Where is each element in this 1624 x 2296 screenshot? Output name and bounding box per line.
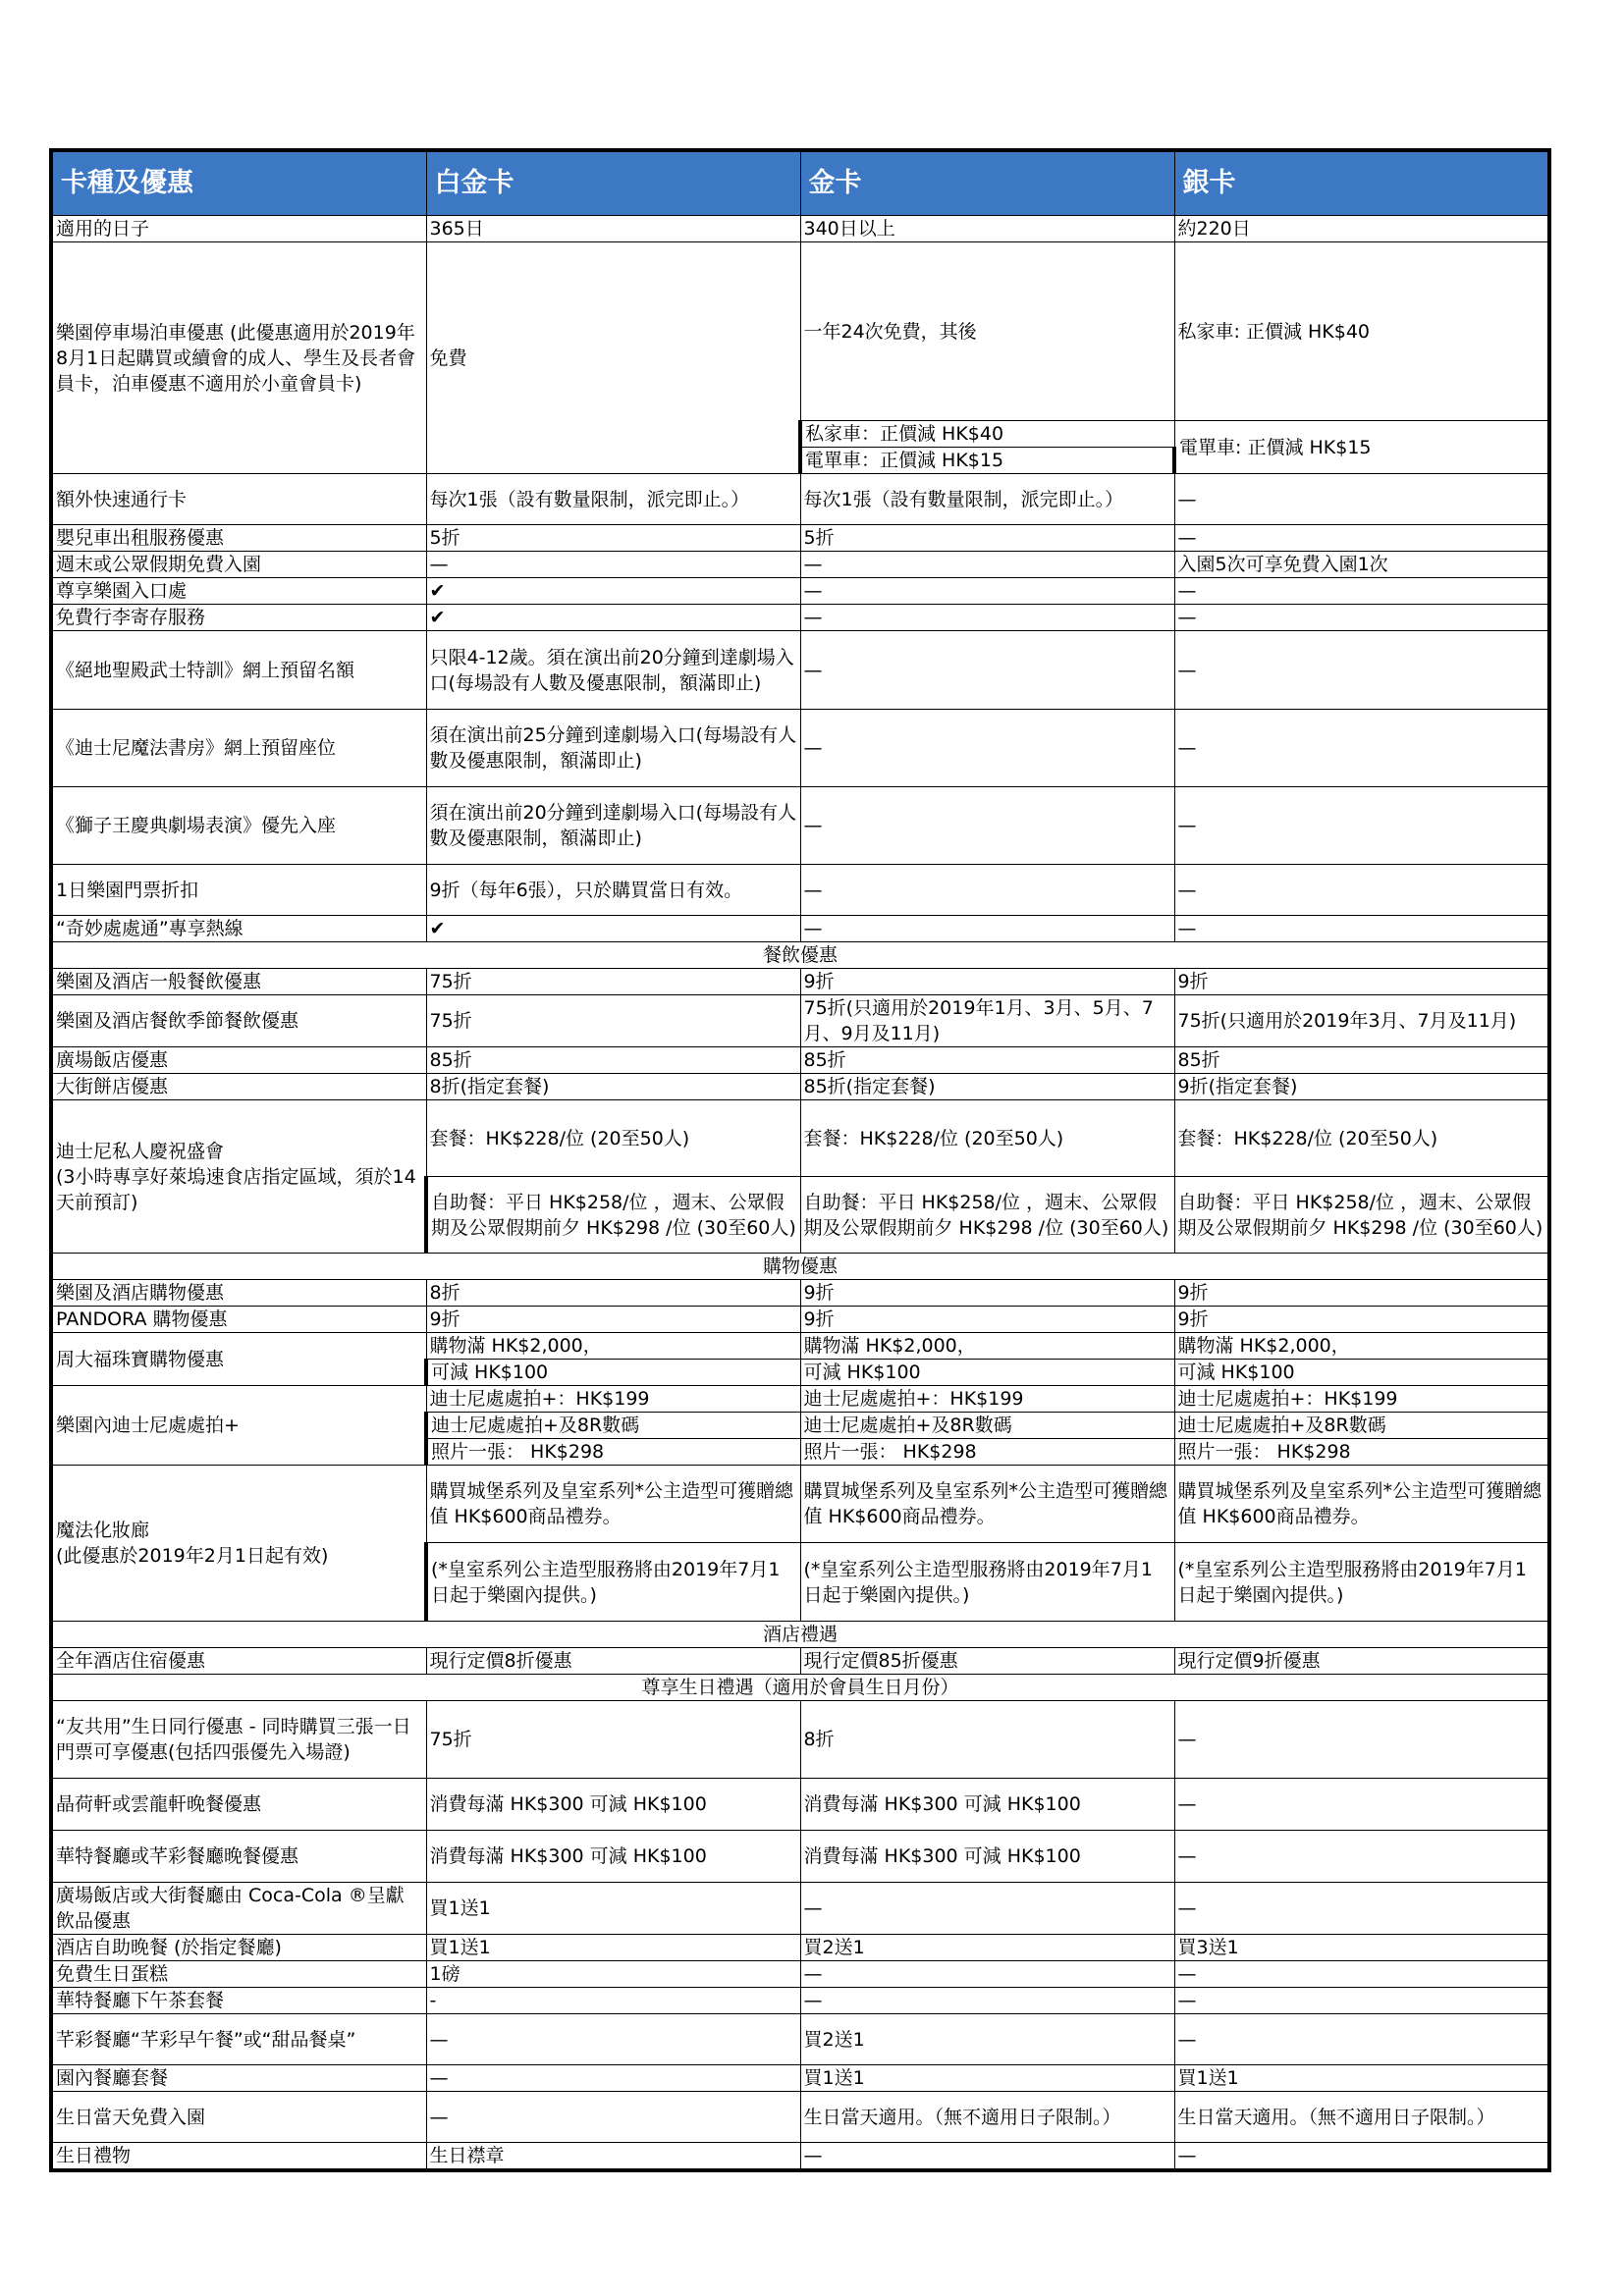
section-title: 酒店禮遇 (51, 1622, 1549, 1648)
table-row (51, 1074, 1549, 1100)
cell-platinum: 消費每滿 HK$300 可減 HK$100 (426, 1831, 800, 1883)
cell-silver: 9折 (1174, 1307, 1549, 1333)
cell-gold: 8折 (800, 1701, 1174, 1779)
table-row (51, 2143, 1549, 2171)
row-label: “友共用”生日同行優惠 - 同時購買三張一日門票可享優惠(包括四張優先入場證) (51, 1701, 426, 1779)
table-row (51, 552, 1549, 578)
cell-silver: (*皇室系列公主造型服務將由2019年7月1日起于樂園內提供。) (1174, 1543, 1549, 1622)
cell-silver: — (1174, 1779, 1549, 1831)
table-row (51, 2014, 1549, 2065)
table-header-row (51, 150, 1549, 216)
table-row (51, 525, 1549, 552)
row-label: 額外快速通行卡 (51, 474, 426, 525)
table-row (51, 605, 1549, 631)
row-label: “奇妙處處通”專享熱線 (51, 916, 426, 942)
party-label-title: 迪士尼私人慶祝盛會 (56, 1140, 225, 1162)
section-title: 餐飲優惠 (51, 942, 1549, 969)
cell-gold: 迪士尼處處拍+及8R數碼 (800, 1413, 1174, 1439)
cell-silver: — (1174, 787, 1549, 865)
cell-silver: 生日當天適用。（無不適用日子限制。） (1174, 2092, 1549, 2143)
row-label: 酒店自助晚餐 (於指定餐廳) (51, 1935, 426, 1961)
table-row (51, 631, 1549, 710)
cell-gold: 生日當天適用。（無不適用日子限制。） (800, 2092, 1174, 2143)
row-label: PANDORA 購物優惠 (51, 1307, 426, 1333)
cell-gold: 購買城堡系列及皇室系列*公主造型可獲贈總值 HK$600商品禮券。 (800, 1466, 1174, 1543)
section-row-dining (51, 942, 1549, 969)
cell-platinum: 自助餐：平日 HK$258/位 ，週末、公眾假期及公眾假期前夕 HK$298 /位 (30至60人) (426, 1177, 800, 1254)
cell-platinum: 可減 HK$100 (426, 1360, 800, 1386)
cell-silver: 套餐：HK$228/位 (20至50人) (1174, 1100, 1549, 1177)
cell-platinum: 須在演出前25分鐘到達劇場入口(每場設有人數及優惠限制，額滿即止) (426, 710, 800, 787)
row-label: 1日樂園門票折扣 (51, 865, 426, 916)
cell-platinum: 只限4-12歲。須在演出前20分鐘到達劇場入口(每場設有人數及優惠限制，額滿即止) (426, 631, 800, 710)
cell-platinum: 1磅 (426, 1961, 800, 1988)
section-row-shopping (51, 1254, 1549, 1280)
cell-gold: 消費每滿 HK$300 可減 HK$100 (800, 1779, 1174, 1831)
cell-platinum: (*皇室系列公主造型服務將由2019年7月1日起于樂園內提供。) (426, 1543, 800, 1622)
cell-platinum: 迪士尼處處拍+及8R數碼 (426, 1413, 800, 1439)
section-row-hotel (51, 1622, 1549, 1648)
cell-gold: — (800, 2143, 1174, 2171)
row-label: 適用的日子 (51, 216, 426, 242)
cell-platinum: 9折 (426, 1307, 800, 1333)
cell-silver: — (1174, 1961, 1549, 1988)
card-benefits-table (49, 148, 1551, 2172)
row-label: 免費生日蛋糕 (51, 1961, 426, 1988)
cell-platinum: — (426, 552, 800, 578)
table-row (51, 1779, 1549, 1831)
cell-gold: 買2送1 (800, 2014, 1174, 2065)
row-label: 樂園及酒店一般餐飲優惠 (51, 969, 426, 995)
table-row (51, 1100, 1549, 1177)
cell-platinum: ✔ (426, 916, 800, 942)
cell-silver: 現行定價9折優惠 (1174, 1648, 1549, 1675)
boutique-label-title: 魔法化妝廊 (56, 1520, 150, 1541)
cell-platinum: 每次1張（設有數量限制，派完即止。） (426, 474, 800, 525)
cell-platinum: - (426, 1988, 800, 2014)
table-row (51, 242, 1549, 421)
cell-silver: — (1174, 865, 1549, 916)
cell-platinum: 購買城堡系列及皇室系列*公主造型可獲贈總值 HK$600商品禮券。 (426, 1466, 800, 1543)
row-label: 樂園及酒店購物優惠 (51, 1280, 426, 1307)
cell-gold: 85折(指定套餐) (800, 1074, 1174, 1100)
cell-silver: — (1174, 916, 1549, 942)
row-label: 廣場飯店優惠 (51, 1047, 426, 1074)
row-label (51, 1466, 426, 1622)
cell-gold: — (800, 1988, 1174, 2014)
cell-platinum: 8折(指定套餐) (426, 1074, 800, 1100)
cell-gold: — (800, 1883, 1174, 1935)
cell-silver: 購物滿 HK$2,000， (1174, 1333, 1549, 1360)
cell-silver: 可減 HK$100 (1174, 1360, 1549, 1386)
cell-platinum: 8折 (426, 1280, 800, 1307)
cell-gold: 套餐：HK$228/位 (20至50人) (800, 1100, 1174, 1177)
section-title: 購物優惠 (51, 1254, 1549, 1280)
cell-silver: 照片一張： HK$298 (1174, 1439, 1549, 1466)
cell-silver: — (1174, 2014, 1549, 2065)
cell-gold: — (800, 1961, 1174, 1988)
cell-platinum: 套餐：HK$228/位 (20至50人) (426, 1100, 800, 1177)
table-row (51, 474, 1549, 525)
cell-silver: 私家車: 正價減 HK$40 (1174, 242, 1549, 421)
table-row (51, 1386, 1549, 1413)
cell-platinum: ✔ (426, 578, 800, 605)
row-label: 生日當天免費入園 (51, 2092, 426, 2143)
cell-silver: — (1174, 631, 1549, 710)
row-label: 樂園及酒店餐飲季節餐飲優惠 (51, 995, 426, 1047)
cell-silver: — (1174, 710, 1549, 787)
cell-silver: 買3送1 (1174, 1935, 1549, 1961)
cell-gold: 9折 (800, 969, 1174, 995)
cell-platinum: 買1送1 (426, 1883, 800, 1935)
row-label: 園內餐廳套餐 (51, 2065, 426, 2092)
cell-silver: 迪士尼處處拍+：HK$199 (1174, 1386, 1549, 1413)
table-row (51, 969, 1549, 995)
cell-gold: 私家車：正價減 HK$40 (800, 421, 1174, 448)
cell-platinum: — (426, 2014, 800, 2065)
cell-platinum: 85折 (426, 1047, 800, 1074)
table-row (51, 1280, 1549, 1307)
cell-silver: 電單車: 正價減 HK$15 (1174, 421, 1549, 474)
cell-platinum: 生日襟章 (426, 2143, 800, 2171)
cell-gold: 迪士尼處處拍+：HK$199 (800, 1386, 1174, 1413)
row-label: 週末或公眾假期免費入園 (51, 552, 426, 578)
cell-gold: — (800, 578, 1174, 605)
row-label: 樂園內迪士尼處處拍+ (51, 1386, 426, 1466)
cell-gold: 9折 (800, 1280, 1174, 1307)
table-row (51, 1307, 1549, 1333)
row-label: 華特餐廳或芊彩餐廳晚餐優惠 (51, 1831, 426, 1883)
cell-gold: 9折 (800, 1307, 1174, 1333)
cell-silver: — (1174, 1701, 1549, 1779)
table-row (51, 710, 1549, 787)
row-label: 尊享樂園入口處 (51, 578, 426, 605)
table-row (51, 916, 1549, 942)
row-label: 《獅子王慶典劇場表演》優先入座 (51, 787, 426, 865)
cell-gold: 電單車：正價減 HK$15 (800, 448, 1174, 474)
row-label: 嬰兒車出租服務優惠 (51, 525, 426, 552)
table-row (51, 787, 1549, 865)
table-row (51, 995, 1549, 1047)
cell-gold: 消費每滿 HK$300 可減 HK$100 (800, 1831, 1174, 1883)
cell-platinum: 5折 (426, 525, 800, 552)
row-label: 周大福珠寶購物優惠 (51, 1333, 426, 1386)
cell-silver: 迪士尼處處拍+及8R數碼 (1174, 1413, 1549, 1439)
row-label: 生日禮物 (51, 2143, 426, 2171)
cell-platinum: — (426, 2065, 800, 2092)
cell-silver: — (1174, 605, 1549, 631)
header-card-type: 卡種及優惠 (51, 150, 426, 216)
cell-silver: 購買城堡系列及皇室系列*公主造型可獲贈總值 HK$600商品禮券。 (1174, 1466, 1549, 1543)
cell-silver: — (1174, 2143, 1549, 2171)
cell-silver: — (1174, 474, 1549, 525)
cell-gold: 購物滿 HK$2,000， (800, 1333, 1174, 1360)
cell-platinum: — (426, 2092, 800, 2143)
cell-silver: 9折(指定套餐) (1174, 1074, 1549, 1100)
cell-gold: 現行定價85折優惠 (800, 1648, 1174, 1675)
cell-gold: 自助餐：平日 HK$258/位 ，週末、公眾假期及公眾假期前夕 HK$298 /位 (30至60人) (800, 1177, 1174, 1254)
cell-gold: 每次1張（設有數量限制，派完即止。） (800, 474, 1174, 525)
row-label: 晶荷軒或雲龍軒晚餐優惠 (51, 1779, 426, 1831)
cell-platinum: 75折 (426, 995, 800, 1047)
table-row (51, 1961, 1549, 1988)
cell-platinum: 9折（每年6張），只於購買當日有效。 (426, 865, 800, 916)
cell-platinum: 免費 (426, 242, 800, 474)
header-silver: 銀卡 (1174, 150, 1549, 216)
table-row (51, 1333, 1549, 1360)
cell-silver: 約220日 (1174, 216, 1549, 242)
cell-platinum: 購物滿 HK$2,000， (426, 1333, 800, 1360)
section-row-birthday (51, 1675, 1549, 1701)
table-row (51, 1701, 1549, 1779)
table-row (51, 216, 1549, 242)
cell-gold: — (800, 916, 1174, 942)
cell-silver: 9折 (1174, 1280, 1549, 1307)
cell-gold: 一年24次免費，其後 (800, 242, 1174, 421)
row-label: 廣場飯店或大街餐廳由 Coca-Cola ®呈獻飲品優惠 (51, 1883, 426, 1935)
cell-silver: 9折 (1174, 969, 1549, 995)
row-label: 華特餐廳下午茶套餐 (51, 1988, 426, 2014)
table-row (51, 2092, 1549, 2143)
table-row (51, 1988, 1549, 2014)
cell-silver: — (1174, 1988, 1549, 2014)
row-label: 全年酒店住宿優惠 (51, 1648, 426, 1675)
cell-platinum: 照片一張： HK$298 (426, 1439, 800, 1466)
row-label: 《絕地聖殿武士特訓》網上預留名額 (51, 631, 426, 710)
table-row (51, 1466, 1549, 1543)
cell-silver: 買1送1 (1174, 2065, 1549, 2092)
table-row (51, 1648, 1549, 1675)
cell-gold: — (800, 787, 1174, 865)
cell-silver: 85折 (1174, 1047, 1549, 1074)
cell-gold: — (800, 710, 1174, 787)
cell-platinum: 迪士尼處處拍+：HK$199 (426, 1386, 800, 1413)
cell-gold: (*皇室系列公主造型服務將由2019年7月1日起于樂園內提供。) (800, 1543, 1174, 1622)
cell-platinum: 75折 (426, 969, 800, 995)
cell-platinum: 現行定價8折優惠 (426, 1648, 800, 1675)
cell-gold: 可減 HK$100 (800, 1360, 1174, 1386)
cell-gold: 5折 (800, 525, 1174, 552)
table-row (51, 1883, 1549, 1935)
header-platinum: 白金卡 (426, 150, 800, 216)
row-label: 《迪士尼魔法書房》網上預留座位 (51, 710, 426, 787)
cell-gold: — (800, 631, 1174, 710)
party-label-note: (3小時專享好萊塢速食店指定區域，須於14天前預訂) (56, 1165, 416, 1213)
row-label: 芊彩餐廳“芊彩早午餐”或“甜品餐桌” (51, 2014, 426, 2065)
table-row (51, 2065, 1549, 2092)
cell-platinum: ✔ (426, 605, 800, 631)
row-label (51, 1100, 426, 1254)
cell-platinum: 買1送1 (426, 1935, 800, 1961)
cell-platinum: 365日 (426, 216, 800, 242)
cell-gold: 85折 (800, 1047, 1174, 1074)
cell-silver: 75折(只適用於2019年3月、7月及11月) (1174, 995, 1549, 1047)
cell-silver: — (1174, 525, 1549, 552)
cell-gold: 75折(只適用於2019年1月、3月、5月、7月、9月及11月) (800, 995, 1174, 1047)
cell-platinum: 消費每滿 HK$300 可減 HK$100 (426, 1779, 800, 1831)
table-row (51, 1935, 1549, 1961)
cell-platinum: 75折 (426, 1701, 800, 1779)
cell-gold: 照片一張： HK$298 (800, 1439, 1174, 1466)
cell-gold: 買2送1 (800, 1935, 1174, 1961)
cell-platinum: 須在演出前20分鐘到達劇場入口(每場設有人數及優惠限制，額滿即止) (426, 787, 800, 865)
cell-gold: — (800, 605, 1174, 631)
row-label: 樂園停車場泊車優惠 (此優惠適用於2019年8月1日起購買或續會的成人、學生及長者會員卡，泊車優惠不適用於小童會員卡) (51, 242, 426, 474)
cell-silver: 入園5次可享免費入園1次 (1174, 552, 1549, 578)
section-title: 尊享生日禮遇（適用於會員生日月份） (51, 1675, 1549, 1701)
cell-gold: 買1送1 (800, 2065, 1174, 2092)
header-gold: 金卡 (800, 150, 1174, 216)
cell-gold: — (800, 865, 1174, 916)
table-row (51, 578, 1549, 605)
cell-silver: 自助餐：平日 HK$258/位 ，週末、公眾假期及公眾假期前夕 HK$298 /位 (30至60人) (1174, 1177, 1549, 1254)
cell-silver: — (1174, 1831, 1549, 1883)
cell-gold: — (800, 552, 1174, 578)
table-row (51, 865, 1549, 916)
row-label: 免費行李寄存服務 (51, 605, 426, 631)
row-label: 大街餅店優惠 (51, 1074, 426, 1100)
boutique-label-note: (此優惠於2019年2月1日起有效) (56, 1545, 329, 1567)
cell-silver: — (1174, 578, 1549, 605)
cell-silver: — (1174, 1883, 1549, 1935)
table-row (51, 1047, 1549, 1074)
table-row (51, 1831, 1549, 1883)
cell-gold: 340日以上 (800, 216, 1174, 242)
